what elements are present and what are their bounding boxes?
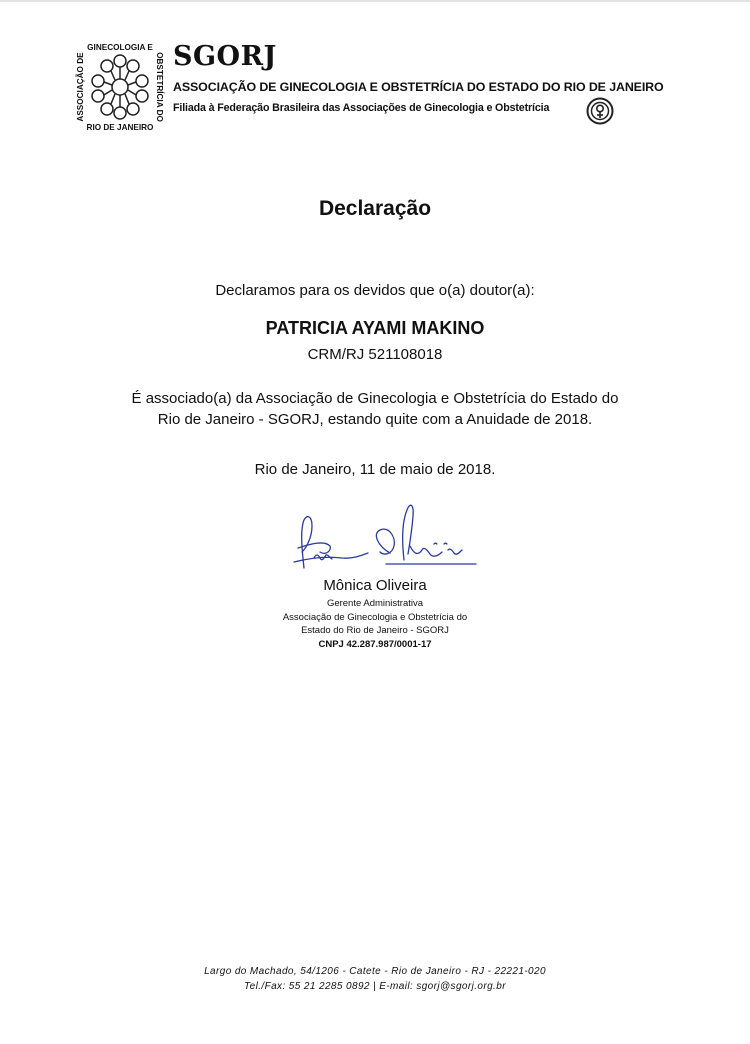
org-abbreviation: SGORJ bbox=[173, 41, 277, 72]
document-title: Declaração bbox=[318, 197, 432, 220]
footer bbox=[0, 964, 750, 994]
signer-name: Mônica Oliveira bbox=[323, 577, 427, 594]
top-border bbox=[0, 0, 750, 2]
statement-line-2: Rio de Janeiro - SGORJ, estando quite com a Anuidade de 2018. bbox=[157, 411, 593, 428]
statement-line-1: É associado(a) da Associação de Ginecologia e Obstetrícia do Estado do bbox=[131, 390, 619, 407]
logo-text-bottom: RIO DE JANEIRO bbox=[86, 123, 154, 132]
sgorj-emblem-icon bbox=[74, 40, 168, 134]
signer-role: Gerente Administrativa bbox=[326, 598, 424, 609]
signature-stroke bbox=[294, 505, 476, 568]
signer-organization bbox=[0, 611, 750, 637]
footer-contact: Tel./Fax: 55 21 2285 0892 | E-mail: sgorj@sgorj.org.br bbox=[244, 981, 506, 992]
membership-statement bbox=[0, 388, 750, 430]
declaration-intro: Declaramos para os devidos que o(a) doutor(a): bbox=[215, 282, 535, 299]
handwritten-signature bbox=[290, 498, 480, 578]
signer-org-line-2: Estado do Rio de Janeiro - SGORJ bbox=[301, 625, 449, 636]
logo-text-left: ASSOCIAÇÃO DE bbox=[76, 52, 85, 122]
footer-address: Largo do Machado, 54/1206 - Catete - Rio de Janeiro - RJ - 22221-020 bbox=[204, 966, 546, 977]
logo-text-right: OBSTETRÍCIA DO bbox=[155, 52, 164, 122]
doctor-name: PATRICIA AYAMI MAKINO bbox=[265, 318, 485, 338]
org-full-name: ASSOCIAÇÃO DE GINECOLOGIA E OBSTETRÍCIA DO ESTADO DO RIO DE JANEIRO bbox=[173, 80, 664, 94]
date-line: Rio de Janeiro, 11 de maio de 2018. bbox=[254, 461, 496, 478]
doctor-crm: CRM/RJ 521108018 bbox=[307, 346, 443, 363]
org-affiliation: Filiada à Federação Brasileira das Associações de Ginecologia e Obstetrícia bbox=[173, 102, 550, 114]
signer-org-line-1: Associação de Ginecologia e Obstetrícia do bbox=[282, 612, 468, 623]
febrasgo-emblem-icon bbox=[586, 97, 614, 125]
logo-text-top: GINECOLOGIA E bbox=[87, 43, 153, 52]
signer-cnpj: CNPJ 42.287.987/0001-17 bbox=[318, 639, 432, 650]
